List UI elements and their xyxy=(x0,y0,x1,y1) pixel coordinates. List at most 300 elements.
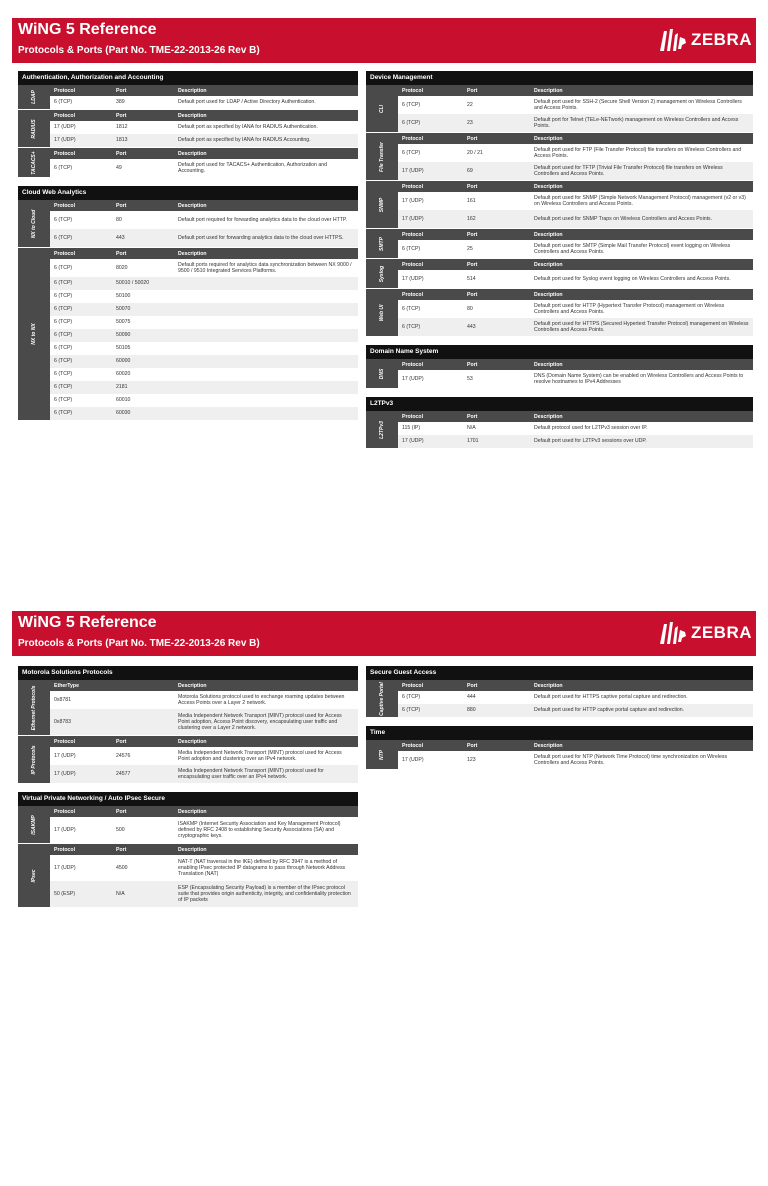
section-title: Virtual Private Networking / Auto IPsec Secure xyxy=(18,792,358,806)
section-title: Device Management xyxy=(366,71,753,85)
section-title: Motorola Solutions Protocols xyxy=(18,666,358,680)
protocol-group xyxy=(366,359,753,388)
description-cell: Default port used for SNMP (Simple Network Management Protocol) management (v2 or v3) on Wireless Controllers and Access Points. xyxy=(530,192,753,210)
group-label: SNMP xyxy=(379,197,385,212)
ports-table xyxy=(50,248,358,420)
section-title: Authentication, Authorization and Accounting xyxy=(18,71,358,85)
protocol-group xyxy=(18,843,358,907)
description-cell: Default port used for HTTPS captive portal capture and redirection. xyxy=(530,691,753,704)
port-cell: N/A xyxy=(112,881,174,907)
description-cell: Default port required for forwarding analytics data to the cloud over HTTP. xyxy=(174,211,358,229)
port-cell: 500 xyxy=(112,817,174,843)
protocol-group xyxy=(366,85,753,132)
table-row xyxy=(50,303,358,316)
column-header: Protocol xyxy=(398,680,463,691)
reference-page-2 xyxy=(12,611,756,1186)
table-header-row xyxy=(50,248,358,259)
description-cell: Default ports required for analytics data synchronization between NX 9000 / 9500 / 9510 Integrated Services Platforms. xyxy=(174,259,358,277)
column-header: Protocol xyxy=(398,259,463,270)
protocol-cell: 6 (TCP) xyxy=(398,300,463,318)
protocol-cell: 0x8781 xyxy=(50,691,112,709)
table-header-row xyxy=(398,680,753,691)
table-header-row xyxy=(398,289,753,300)
description-cell: Default protocol used for L2TPv3 session over IP. xyxy=(530,422,753,435)
protocol-group xyxy=(18,735,358,783)
ports-table xyxy=(398,229,753,258)
table-row xyxy=(398,114,753,132)
description-cell: Default port used for HTTPS (Secured Hypertext Transfer Protocol) management on Wireless Controllers and Access Points. xyxy=(530,318,753,336)
table-row xyxy=(50,96,358,109)
column-header: Port xyxy=(463,133,530,144)
protocol-cell: 6 (TCP) xyxy=(50,290,112,303)
page-title: WiNG 5 Reference xyxy=(18,21,157,38)
column-header: Description xyxy=(530,411,753,422)
left-column xyxy=(18,71,358,429)
protocol-cell: 6 (TCP) xyxy=(50,96,112,109)
column-header: EtherType xyxy=(50,680,112,691)
port-cell: 50075 xyxy=(112,316,174,329)
column-header: Port xyxy=(463,229,530,240)
group-side-label xyxy=(366,740,398,769)
table-header-row xyxy=(398,181,753,192)
protocol-cell: 17 (UDP) xyxy=(398,210,463,228)
group-side-label xyxy=(18,806,50,843)
table-row xyxy=(50,381,358,394)
description-cell: Default port used for SNMP Traps on Wireless Controllers and Access Points. xyxy=(530,210,753,228)
group-side-label xyxy=(366,259,398,288)
protocol-cell: 0x8783 xyxy=(50,709,112,735)
protocol-group xyxy=(18,806,358,843)
protocol-section xyxy=(366,345,753,388)
description-cell: Default port used for HTTP captive portal capture and redirection. xyxy=(530,704,753,717)
protocol-group xyxy=(366,180,753,228)
table-header-row xyxy=(398,133,753,144)
table-row xyxy=(398,318,753,336)
port-cell: 50100 xyxy=(112,290,174,303)
group-side-label xyxy=(18,680,50,735)
description-cell xyxy=(174,394,358,407)
description-cell: Media Independent Network Transport (MINT) protocol used for Access Point adoption and clustering over an IPv4 network. xyxy=(174,747,358,765)
column-header: Protocol xyxy=(398,133,463,144)
description-cell xyxy=(174,381,358,394)
column-header: Protocol xyxy=(50,148,112,159)
group-label: RADIUS xyxy=(31,118,37,139)
table-row xyxy=(398,144,753,162)
protocol-cell: 6 (TCP) xyxy=(50,277,112,290)
column-header: Protocol xyxy=(50,200,112,211)
table-header-row xyxy=(398,229,753,240)
column-header: Port xyxy=(112,110,174,121)
group-label: Web UI xyxy=(379,304,385,321)
table-row xyxy=(50,855,358,881)
protocol-section xyxy=(366,666,753,717)
protocol-cell: 6 (TCP) xyxy=(398,704,463,717)
table-row xyxy=(398,691,753,704)
group-label: File Transfer xyxy=(379,141,385,172)
column-header: Description xyxy=(174,680,358,691)
zebra-logo xyxy=(658,617,752,649)
table-row xyxy=(398,162,753,180)
protocol-cell: 6 (TCP) xyxy=(50,211,112,229)
column-header: Port xyxy=(112,736,174,747)
group-side-label xyxy=(366,411,398,448)
protocol-group xyxy=(18,200,358,247)
protocol-cell: 6 (TCP) xyxy=(50,368,112,381)
table-header-row xyxy=(50,200,358,211)
port-cell: 443 xyxy=(112,229,174,247)
ports-table xyxy=(398,411,753,448)
column-header: Description xyxy=(174,110,358,121)
description-cell: Default port used for L2TPv3 sessions over UDP. xyxy=(530,435,753,448)
column-header: Port xyxy=(463,680,530,691)
column-header: Description xyxy=(174,806,358,817)
description-cell: Default port used for SSH-2 (Secure Shell Version 2) management on Wireless Controllers and Access Points. xyxy=(530,96,753,114)
protocol-cell: 6 (TCP) xyxy=(50,394,112,407)
page-title: WiNG 5 Reference xyxy=(18,614,157,631)
description-cell: Motorola Solutions protocol used to exchange roaming updates between Access Points over a Layer 2 network. xyxy=(174,691,358,709)
table-row xyxy=(398,96,753,114)
column-header: Protocol xyxy=(398,229,463,240)
description-cell: Media Independent Network Transport (MINT) protocol used for encapsulating user traffic over an IPv4 network. xyxy=(174,765,358,783)
group-side-label xyxy=(366,133,398,180)
port-cell: 162 xyxy=(463,210,530,228)
protocol-cell: 17 (UDP) xyxy=(50,765,112,783)
description-cell xyxy=(174,342,358,355)
description-cell: ESP (Encapsulating Security Payload) is a member of the IPsec protocol suite that provides origin authenticity, integrity, and confidentiality protection of IP packets xyxy=(174,881,358,907)
description-cell: Media Independent Network Transport (MINT) protocol used for Access Point adoption, Access Point discovery, encapsulating user traffic and clustering over a Layer 2 network. xyxy=(174,709,358,735)
port-cell: 2181 xyxy=(112,381,174,394)
description-cell: Default port used for NTP (Network Time Protocol) time synchronization on Wireless Controllers and Access Points. xyxy=(530,751,753,769)
group-side-label xyxy=(18,110,50,147)
description-cell: Default port for Telnet (TELe-NETwork) management on Wireless Controllers and Access Points. xyxy=(530,114,753,132)
description-cell: Default port used for TFTP (Trivial File Transfer Protocol) file transfers on Wireless Controllers and Access Points. xyxy=(530,162,753,180)
group-label: LDAP xyxy=(31,90,37,104)
group-side-label xyxy=(18,85,50,109)
table-row xyxy=(50,316,358,329)
port-cell: 23 xyxy=(463,114,530,132)
protocol-cell: 6 (TCP) xyxy=(50,159,112,177)
column-header: Port xyxy=(463,411,530,422)
ports-table xyxy=(398,680,753,717)
column-header: Port xyxy=(112,806,174,817)
table-row xyxy=(50,765,358,783)
group-label: NX to Cloud xyxy=(31,209,37,238)
protocol-group xyxy=(18,147,358,177)
port-cell: 80 xyxy=(463,300,530,318)
ports-table xyxy=(50,806,358,843)
table-row xyxy=(50,211,358,229)
column-header: Port xyxy=(112,85,174,96)
ports-table xyxy=(50,110,358,147)
group-label: NTP xyxy=(379,749,385,760)
column-header: Description xyxy=(174,148,358,159)
reference-page-1 xyxy=(12,18,756,593)
column-header: Protocol xyxy=(50,806,112,817)
table-row xyxy=(50,229,358,247)
table-header-row xyxy=(398,85,753,96)
column-header: Description xyxy=(174,736,358,747)
table-header-row xyxy=(50,148,358,159)
port-cell: 22 xyxy=(463,96,530,114)
description-cell: DNS (Domain Name System) can be enabled on Wireless Controllers and Access Points to resolve hostnames to IPv4 Addresses xyxy=(530,370,753,388)
protocol-cell: 6 (TCP) xyxy=(50,355,112,368)
group-label: DNS xyxy=(379,368,385,379)
protocol-group xyxy=(18,85,358,109)
description-cell: Default port as specified by IANA for RADIUS Authentication. xyxy=(174,121,358,134)
protocol-cell: 17 (UDP) xyxy=(50,855,112,881)
group-side-label xyxy=(366,359,398,388)
ports-table xyxy=(50,844,358,907)
group-label: L2TPv3 xyxy=(379,420,385,439)
zebra-logo xyxy=(658,24,752,56)
zebra-head-icon xyxy=(658,27,688,53)
table-row xyxy=(50,394,358,407)
ports-table xyxy=(398,181,753,228)
port-cell xyxy=(112,709,174,735)
protocol-section xyxy=(18,666,358,783)
column-header: Port xyxy=(112,248,174,259)
description-cell: Default port used for forwarding analytics data to the cloud over HTTPS. xyxy=(174,229,358,247)
table-header-row xyxy=(50,806,358,817)
description-cell xyxy=(174,355,358,368)
table-header-row xyxy=(398,740,753,751)
column-header: Protocol xyxy=(50,844,112,855)
protocol-cell: 6 (TCP) xyxy=(50,316,112,329)
brand-name: ZEBRA xyxy=(690,623,752,642)
brand-name: ZEBRA xyxy=(690,30,752,49)
table-row xyxy=(50,407,358,420)
table-header-row xyxy=(50,110,358,121)
table-row xyxy=(398,300,753,318)
group-label: Captive Portal xyxy=(379,681,385,716)
protocol-cell: 17 (UDP) xyxy=(50,134,112,147)
column-header: Description xyxy=(174,844,358,855)
protocol-cell: 17 (UDP) xyxy=(398,751,463,769)
group-label: CLI xyxy=(379,104,385,113)
table-row xyxy=(50,709,358,735)
port-cell: 514 xyxy=(463,270,530,288)
column-header: Description xyxy=(530,680,753,691)
ports-table xyxy=(50,200,358,247)
protocol-cell: 17 (UDP) xyxy=(398,270,463,288)
protocol-group xyxy=(366,680,753,717)
port-cell: 69 xyxy=(463,162,530,180)
right-column xyxy=(366,666,753,778)
column-header: Description xyxy=(174,85,358,96)
protocol-cell: 17 (UDP) xyxy=(398,435,463,448)
table-row xyxy=(50,329,358,342)
table-header-row xyxy=(50,736,358,747)
section-title: Time xyxy=(366,726,753,740)
protocol-cell: 6 (TCP) xyxy=(398,240,463,258)
protocol-cell: 17 (UDP) xyxy=(398,162,463,180)
port-cell: 1812 xyxy=(112,121,174,134)
description-cell: NAT-T (NAT traversal in the IKE) defined by RFC 3947 is a method of enabling IPsec protected IP datagrams to pass through Network Address Translation (NAT) xyxy=(174,855,358,881)
protocol-cell: 6 (TCP) xyxy=(398,96,463,114)
column-header: Port xyxy=(463,740,530,751)
port-cell: 80 xyxy=(112,211,174,229)
description-cell: Default port used for HTTP (Hypertext Transfer Protocol) management on Wireless Controllers and Access Points. xyxy=(530,300,753,318)
column-header: Port xyxy=(463,359,530,370)
protocol-cell: 6 (TCP) xyxy=(50,229,112,247)
ports-table xyxy=(398,359,753,388)
protocol-section xyxy=(18,186,358,420)
column-header: Description xyxy=(530,740,753,751)
table-row xyxy=(398,210,753,228)
description-cell: Default port used for LDAP / Active Directory Authentication. xyxy=(174,96,358,109)
table-row xyxy=(398,240,753,258)
description-cell: Default port used for SMTP (Simple Mail Transfer Protocol) event logging on Wireless Controllers and Access Points. xyxy=(530,240,753,258)
protocol-cell: 6 (TCP) xyxy=(398,144,463,162)
port-cell: 161 xyxy=(463,192,530,210)
protocol-cell: 6 (TCP) xyxy=(50,259,112,277)
protocol-group xyxy=(366,411,753,448)
column-header: Protocol xyxy=(50,736,112,747)
protocol-section xyxy=(366,397,753,448)
protocol-group xyxy=(18,109,358,147)
description-cell: Default port used for Syslog event logging on Wireless Controllers and Access Points. xyxy=(530,270,753,288)
ports-table xyxy=(398,259,753,288)
table-row xyxy=(50,368,358,381)
port-cell: 50010 / 50020 xyxy=(112,277,174,290)
page-header-banner xyxy=(12,18,756,63)
table-row xyxy=(50,355,358,368)
table-row xyxy=(50,290,358,303)
column-header: Port xyxy=(112,148,174,159)
group-side-label xyxy=(366,289,398,336)
group-side-label xyxy=(18,248,50,420)
table-header-row xyxy=(398,411,753,422)
group-label: TACACS+ xyxy=(31,150,37,175)
description-cell: Default port used for FTP (File Transfer Protocol) file transfers on Wireless Controllers and Access Points. xyxy=(530,144,753,162)
column-header: Port xyxy=(463,181,530,192)
group-side-label xyxy=(18,844,50,907)
port-cell: 50090 xyxy=(112,329,174,342)
group-label: ISAKMP xyxy=(31,814,37,835)
protocol-group xyxy=(18,247,358,420)
ports-table xyxy=(50,680,358,735)
protocol-cell: 6 (TCP) xyxy=(50,407,112,420)
protocol-cell: 6 (TCP) xyxy=(50,303,112,316)
port-cell: 8020 xyxy=(112,259,174,277)
protocol-group xyxy=(18,680,358,735)
table-header-row xyxy=(50,85,358,96)
column-header: Protocol xyxy=(398,411,463,422)
protocol-section xyxy=(18,792,358,907)
column-header: Description xyxy=(530,259,753,270)
port-cell: 60030 xyxy=(112,407,174,420)
section-title: Cloud Web Analytics xyxy=(18,186,358,200)
column-header: Port xyxy=(463,259,530,270)
ports-table xyxy=(398,133,753,180)
ports-table xyxy=(398,85,753,132)
page-header-banner xyxy=(12,611,756,656)
description-cell xyxy=(174,316,358,329)
column-header: Protocol xyxy=(398,289,463,300)
group-label: Syslog xyxy=(379,265,385,282)
port-cell: 60010 xyxy=(112,394,174,407)
protocol-group xyxy=(366,132,753,180)
group-label: NX to NX xyxy=(31,323,37,345)
protocol-cell: 50 (ESP) xyxy=(50,881,112,907)
section-title: Domain Name System xyxy=(366,345,753,359)
table-row xyxy=(398,751,753,769)
description-cell xyxy=(174,303,358,316)
protocol-cell: 115 (IP) xyxy=(398,422,463,435)
table-header-row xyxy=(50,844,358,855)
table-row xyxy=(50,881,358,907)
ports-table xyxy=(50,85,358,109)
protocol-section xyxy=(366,71,753,336)
port-cell xyxy=(112,691,174,709)
group-side-label xyxy=(18,736,50,783)
port-cell: 49 xyxy=(112,159,174,177)
column-header: Description xyxy=(530,229,753,240)
section-title: Secure Guest Access xyxy=(366,666,753,680)
group-side-label xyxy=(366,680,398,717)
protocol-cell: 6 (TCP) xyxy=(50,342,112,355)
table-row xyxy=(398,192,753,210)
protocol-group xyxy=(366,740,753,769)
port-cell: 20 / 21 xyxy=(463,144,530,162)
description-cell: ISAKMP (Internet Security Association and Key Management Protocol) defined by RFC 2408 to establishing Security Associations (SA) and cryptographic keys. xyxy=(174,817,358,843)
column-header: Protocol xyxy=(398,181,463,192)
column-header: Protocol xyxy=(50,110,112,121)
table-row xyxy=(50,817,358,843)
table-row xyxy=(50,121,358,134)
right-column xyxy=(366,71,753,457)
column-header: Protocol xyxy=(398,740,463,751)
port-cell: 123 xyxy=(463,751,530,769)
protocol-cell: 6 (TCP) xyxy=(398,318,463,336)
protocol-group xyxy=(366,258,753,288)
column-header: Description xyxy=(530,133,753,144)
column-header: Protocol xyxy=(50,248,112,259)
table-row xyxy=(50,342,358,355)
group-side-label xyxy=(366,181,398,228)
column-header: Protocol xyxy=(398,359,463,370)
table-row xyxy=(398,270,753,288)
protocol-section xyxy=(366,726,753,769)
column-header: Port xyxy=(463,289,530,300)
page-subtitle: Protocols & Ports (Part No. TME-22-2013-26 Rev B) xyxy=(18,45,260,56)
table-header-row xyxy=(50,680,358,691)
table-row xyxy=(50,134,358,147)
port-cell: 60000 xyxy=(112,355,174,368)
table-row xyxy=(50,747,358,765)
column-header: Description xyxy=(530,85,753,96)
group-side-label xyxy=(18,148,50,177)
protocol-cell: 6 (TCP) xyxy=(398,114,463,132)
description-cell xyxy=(174,290,358,303)
table-row xyxy=(50,159,358,177)
group-label: IPsec xyxy=(31,868,37,883)
page-subtitle: Protocols & Ports (Part No. TME-22-2013-26 Rev B) xyxy=(18,638,260,649)
protocol-cell: 6 (TCP) xyxy=(50,381,112,394)
port-cell: 25 xyxy=(463,240,530,258)
port-cell: N/A xyxy=(463,422,530,435)
ports-table xyxy=(50,148,358,177)
table-row xyxy=(50,691,358,709)
port-cell: 444 xyxy=(463,691,530,704)
protocol-group xyxy=(366,288,753,336)
table-header-row xyxy=(398,359,753,370)
protocol-cell: 17 (UDP) xyxy=(398,370,463,388)
ports-table xyxy=(398,289,753,336)
port-cell: 389 xyxy=(112,96,174,109)
port-cell: 880 xyxy=(463,704,530,717)
port-cell: 50070 xyxy=(112,303,174,316)
